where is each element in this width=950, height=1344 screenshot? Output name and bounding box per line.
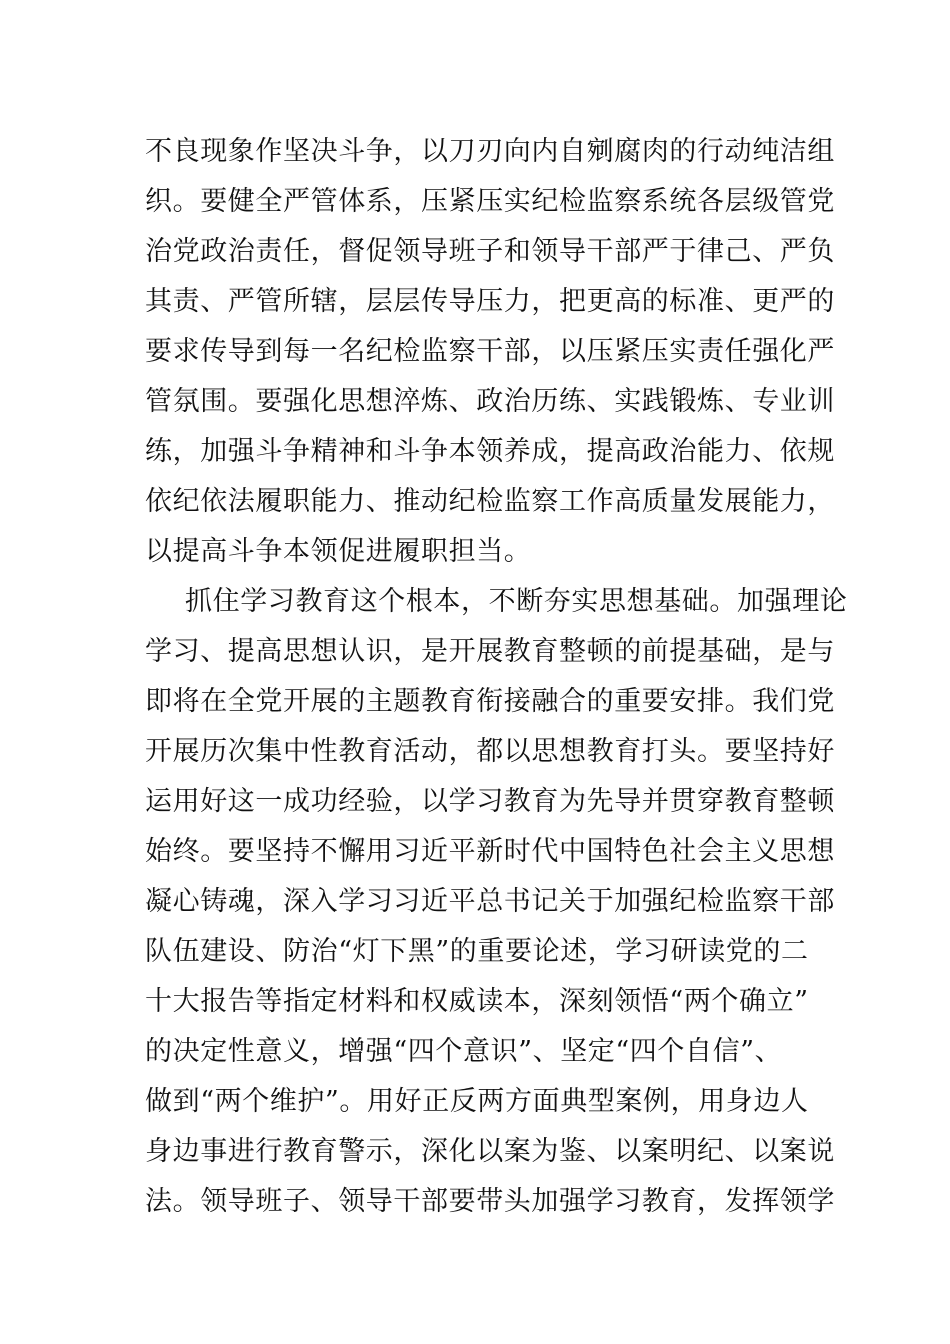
text-line: 即将在全党开展的主题教育衔接融合的重要安排。我们党 — [145, 686, 835, 717]
text-line: 织。要健全严管体系，压紧压实纪检监察系统各层级管党 — [145, 186, 835, 217]
text-line: 十大报告等指定材料和权威读本，深刻领悟“两个确立” — [145, 986, 809, 1017]
text-line: 管氛围。要强化思想淬炼、政治历练、实践锻炼、专业训 — [145, 386, 835, 417]
text-line: 的决定性意义，增强“四个意识”、坚定“四个自信”、 — [145, 1036, 783, 1067]
text-line: 运用好这一成功经验，以学习教育为先导并贯穿教育整顿 — [145, 786, 835, 817]
text-line: 学习、提高思想认识，是开展教育整顿的前提基础，是与 — [145, 636, 835, 667]
text-line: 开展历次集中性教育活动，都以思想教育打头。要坚持好 — [145, 736, 835, 767]
text-line: 要求传导到每一名纪检监察干部，以压紧压实责任强化严 — [145, 336, 835, 367]
text-line: 其责、严管所辖，层层传导压力，把更高的标准、更严的 — [145, 286, 835, 317]
paragraph-start-line: 抓住学习教育这个根本，不断夯实思想基础。加强理论 — [185, 586, 848, 617]
text-line: 法。领导班子、领导干部要带头加强学习教育，发挥领学 — [145, 1186, 835, 1217]
text-line: 不良现象作坚决斗争，以刀刃向内自剜腐肉的行动纯洁组 — [145, 136, 835, 167]
body-text — [145, 127, 848, 1227]
text-line: 身边事进行教育警示，深化以案为鉴、以案明纪、以案说 — [145, 1136, 835, 1167]
text-line: 治党政治责任，督促领导班子和领导干部严于律己、严负 — [145, 236, 835, 267]
text-line: 以提高斗争本领促进履职担当。 — [145, 536, 532, 567]
text-line: 凝心铸魂，深入学习习近平总书记关于加强纪检监察干部 — [145, 886, 835, 917]
text-line: 队伍建设、防治“灯下黑”的重要论述，学习研读党的二 — [145, 936, 809, 967]
text-line: 始终。要坚持不懈用习近平新时代中国特色社会主义思想 — [145, 836, 835, 867]
text-line: 做到“两个维护”。用好正反两方面典型案例，用身边人 — [145, 1086, 809, 1117]
text-line: 依纪依法履职能力、推动纪检监察工作高质量发展能力， — [145, 486, 835, 517]
text-line: 练，加强斗争精神和斗争本领养成，提高政治能力、依规 — [145, 436, 835, 467]
